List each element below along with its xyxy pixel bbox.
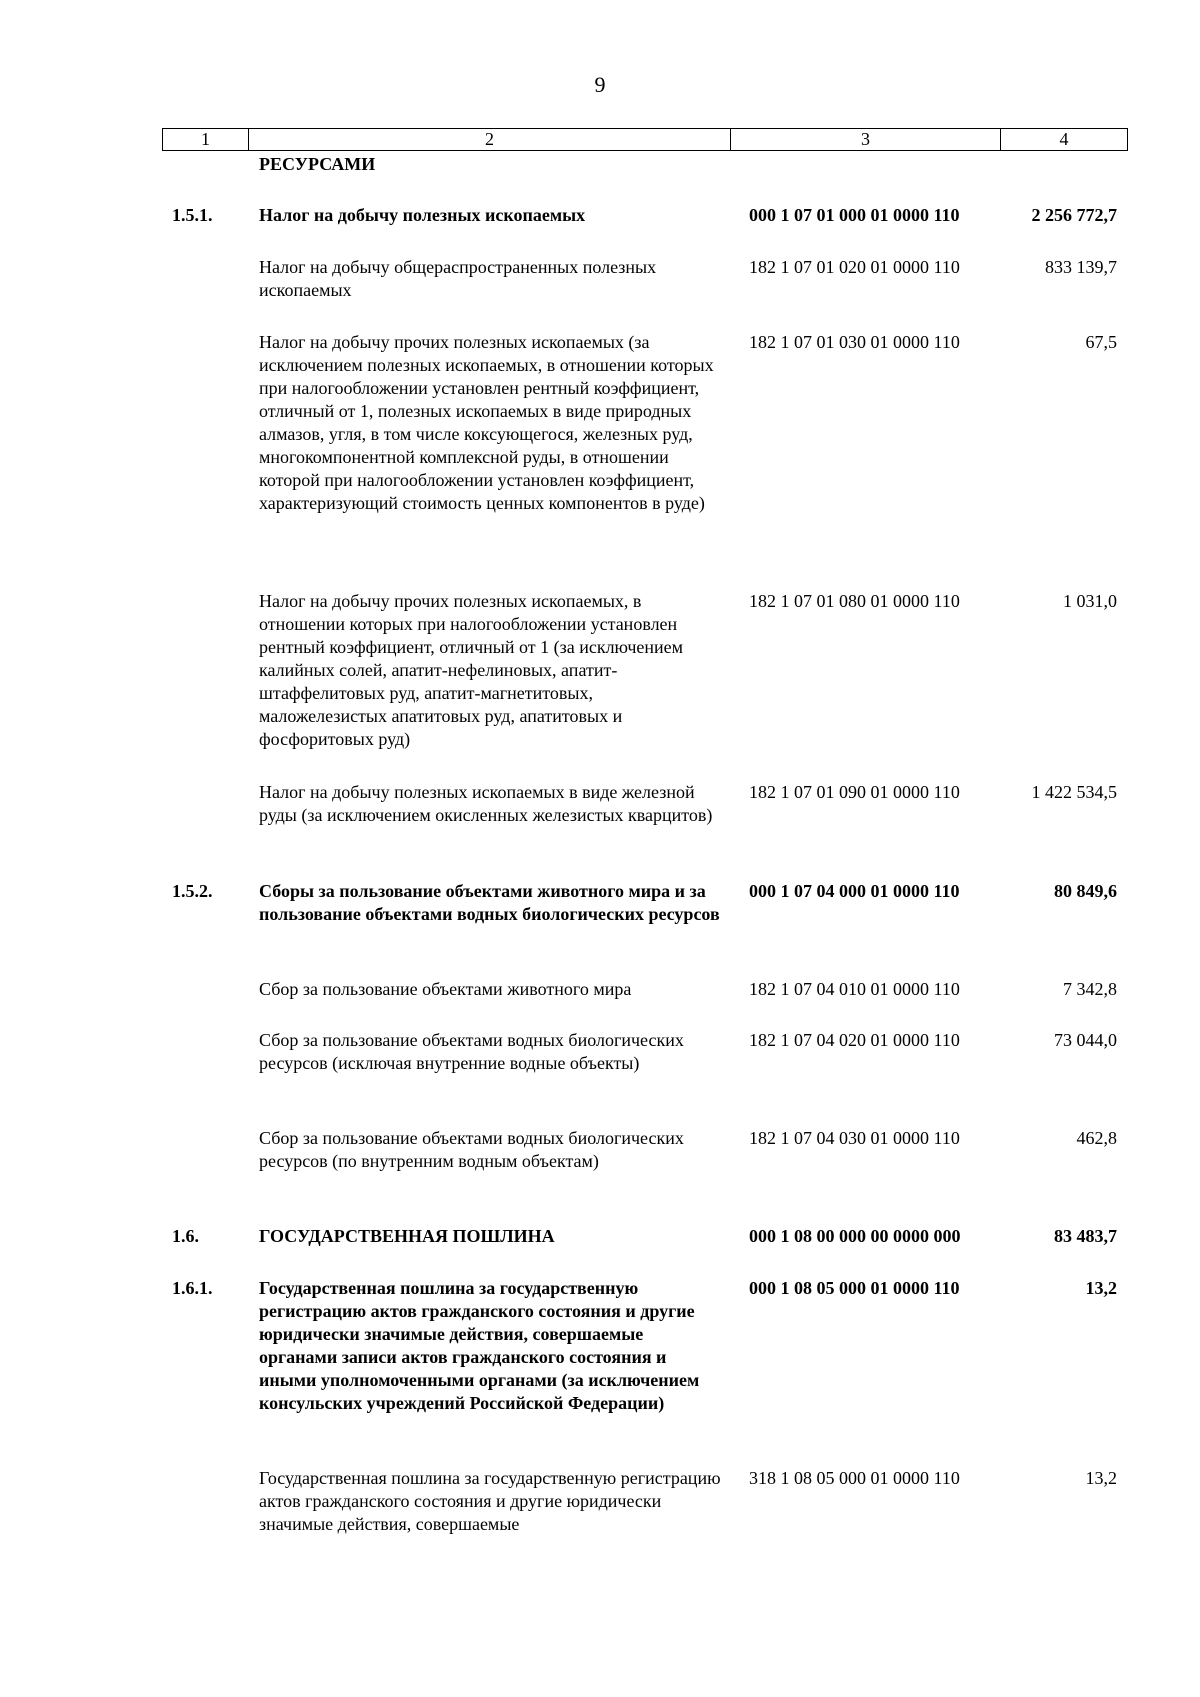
- row-name: Государственная пошлина за государственную регистрацию актов гражданского состояния и другие юридически значимые действия, совершаемые органами записи актов гражданского состояния и иными уполномоченными органами (за исключением консульских учреждений Российской Федерации): [259, 1278, 700, 1413]
- row-name: Налог на добычу прочих полезных ископаемых, в отношении которых при налогообложении установлен рентный коэффициент, отличный от 1 (за исключением калийных солей, апатит-нефелиновых, апатит-штаффелитовых руд, апатит-магнетитовых, маложелезистых апатитовых руд, апатитовых и фосфоритовых руд): [259, 591, 684, 749]
- header-cell-2: 2: [249, 129, 731, 150]
- row-name: РЕСУРСАМИ: [259, 154, 376, 174]
- row-name: Налог на добычу полезных ископаемых в виде железной руды (за исключением окисленных железистых кварцитов): [259, 782, 713, 825]
- row-code: 182 1 07 04 030 01 0000 110: [749, 1128, 960, 1148]
- row-name: Налог на добычу полезных ископаемых: [259, 205, 586, 225]
- row-amount: 1 422 534,5: [1031, 782, 1117, 802]
- row-name: Налог на добычу общераспространенных полезных ископаемых: [259, 257, 657, 300]
- row-number: 1.6.: [172, 1226, 199, 1246]
- row-number: 1.5.1.: [172, 205, 213, 225]
- page-number: 9: [594, 72, 606, 97]
- row-code: 182 1 07 01 080 01 0000 110: [749, 591, 960, 611]
- row-amount: 833 139,7: [1045, 257, 1117, 277]
- row-name: Сборы за пользование объектами животного мира и за пользование объектами водных биологических ресурсов: [259, 881, 720, 924]
- row-amount: 13,2: [1085, 1278, 1117, 1298]
- header-cell-1: 1: [163, 129, 249, 150]
- row-code: 000 1 08 05 000 01 0000 110: [749, 1278, 960, 1298]
- row-amount: 2 256 772,7: [1031, 205, 1117, 225]
- row-name: Государственная пошлина за государственную регистрацию актов гражданского состояния и другие юридически значимые действия, совершаемые: [259, 1468, 721, 1534]
- row-amount: 83 483,7: [1054, 1226, 1117, 1246]
- row-code: 000 1 07 01 000 01 0000 110: [749, 205, 960, 225]
- header-cell-4: 4: [1059, 129, 1069, 149]
- row-name: Сбор за пользование объектами водных биологических ресурсов (исключая внутренние водные объекты): [259, 1030, 684, 1073]
- row-code: 182 1 07 01 090 01 0000 110: [749, 782, 960, 802]
- row-code: 182 1 07 01 030 01 0000 110: [749, 332, 960, 352]
- row-number: 1.6.1.: [172, 1278, 213, 1298]
- row-name: Налог на добычу прочих полезных ископаемых (за исключением полезных ископаемых, в отношении которых при налогообложении установлен рентный коэффициент, отличный от 1, полезных ископаемых в виде природных алмазов, угля, в том числе коксующегося, железных руд, многокомпонентной комплексной руды, в отношении которой при налогообложении установлен коэффициент, характеризующий стоимость ценных компонентов в руде): [259, 332, 714, 513]
- row-amount: 7 342,8: [1063, 979, 1117, 999]
- row-amount: 1 031,0: [1063, 591, 1117, 611]
- row-code: 182 1 07 04 020 01 0000 110: [749, 1030, 960, 1050]
- row-name: ГОСУДАРСТВЕННАЯ ПОШЛИНА: [259, 1226, 555, 1246]
- row-amount: 80 849,6: [1054, 881, 1117, 901]
- row-code: 182 1 07 04 010 01 0000 110: [749, 979, 960, 999]
- row-code: 000 1 08 00 000 00 0000 000: [749, 1226, 961, 1246]
- row-number: 1.5.2.: [172, 881, 213, 901]
- row-name: Сбор за пользование объектами животного мира: [259, 979, 632, 999]
- row-amount: 462,8: [1076, 1128, 1117, 1148]
- header-cell-3: 3: [731, 129, 1001, 150]
- row-amount: 13,2: [1085, 1468, 1117, 1488]
- row-amount: 67,5: [1085, 332, 1117, 352]
- row-name: Сбор за пользование объектами водных биологических ресурсов (по внутренним водным объектам): [259, 1128, 684, 1171]
- row-code: 000 1 07 04 000 01 0000 110: [749, 881, 960, 901]
- table-header: [162, 128, 1128, 151]
- row-code: 318 1 08 05 000 01 0000 110: [749, 1468, 960, 1488]
- row-code: 182 1 07 01 020 01 0000 110: [749, 257, 960, 277]
- row-amount: 73 044,0: [1054, 1030, 1117, 1050]
